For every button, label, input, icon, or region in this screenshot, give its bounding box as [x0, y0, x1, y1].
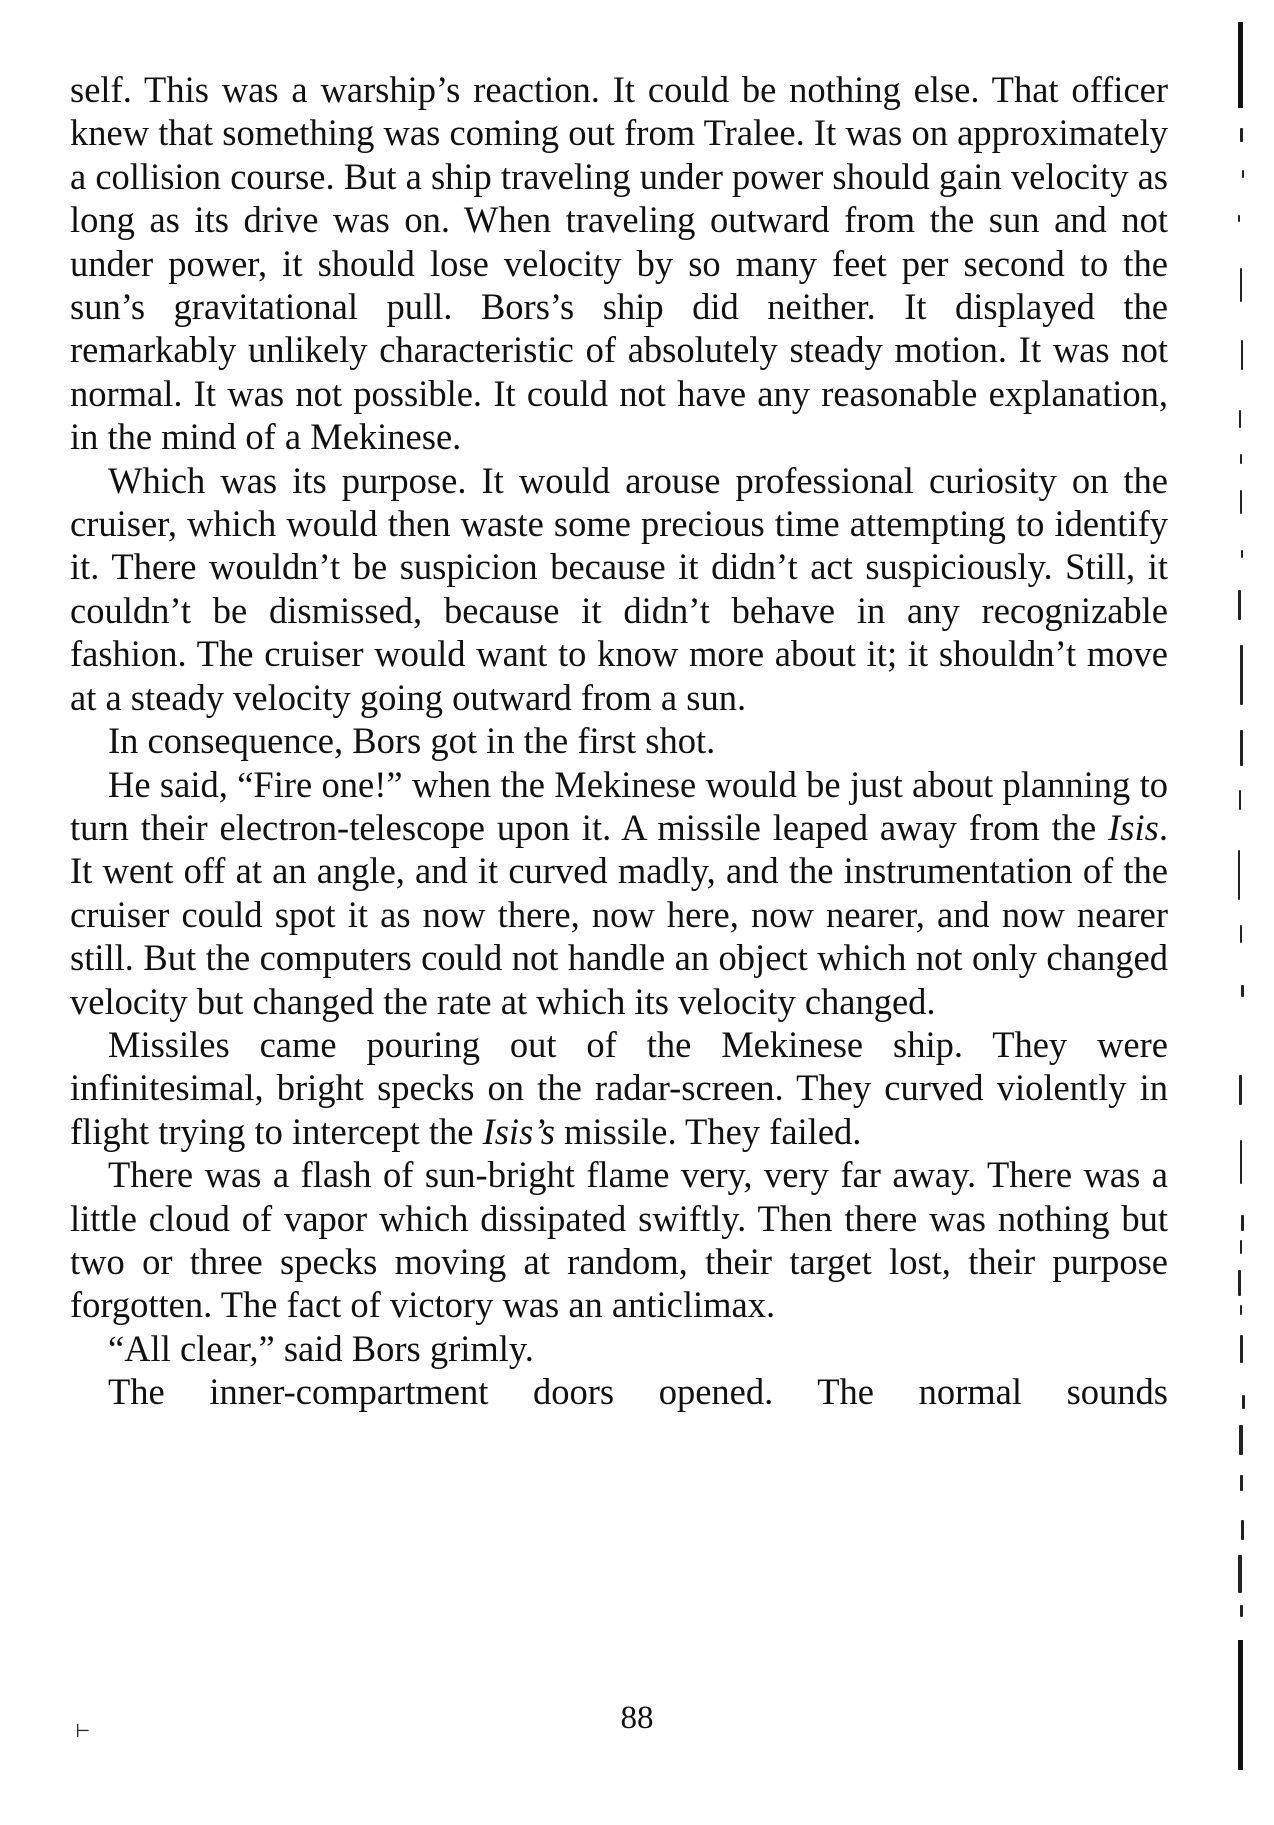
paragraph-5-text-a: Missiles came pouring out of the Mekinese ship. They were infinitesimal, bright specks on the radar-screen. They curved violently in flight trying to intercept the	[70, 1023, 1168, 1152]
ship-possessive-italic: Isis’s	[482, 1110, 555, 1152]
paragraph-5-text-b: missile. They failed.	[554, 1110, 862, 1152]
page-number: 88	[620, 1700, 654, 1736]
paragraph-6: There was a flash of sun-bright flame very, very far away. There was a little cloud of vapor which dissipated swiftly. Then there was nothing but two or three specks moving at random, their target lost, their purpose forgotten. The fact of victory was an anticlimax.	[70, 1154, 1168, 1326]
paragraph-7: “All clear,” said Bors grimly.	[108, 1327, 534, 1369]
paragraph-4-text-b: . It went off at an angle, and it curved madly, and the instrumentation of the cruiser could spot it as now there, now here, now nearer, and now nearer still. But the computers could not handle an object which not only changed velocity but changed the rate at which its velocity changed.	[70, 806, 1168, 1022]
paragraph-4-text-a: He said, “Fire one!” when the Mekinese would be just about planning to turn their electron-telescope upon it. A missile leaped away from the	[70, 763, 1168, 848]
paragraph-4	[70, 763, 1168, 1023]
ship-name-italic: Isis	[1108, 806, 1159, 848]
paragraph-2: Which was its purpose. It would arouse professional curiosity on the cruiser, which would then waste some precious time attempting to identify it. There wouldn’t be suspicion because it didn’t act suspiciously. Still, it couldn’t be dismissed, because it didn’t behave in any recognizable fashion. The cruiser would want to know more about it; it shouldn’t move at a steady velocity going outward from a sun.	[70, 459, 1168, 718]
paragraph-1: self. This was a warship’s reaction. It could be nothing else. That officer knew that something was coming out from Tralee. It was on approximately a collision course. But a ship traveling under power should gain velocity as long as its drive was on. When traveling outward from the sun and not under power, it should lose velocity by so many feet per second to the sun’s gravitational pull. Bors’s ship did neither. It displayed the remarkably unlikely characteristic of absolutely steady motion. It was not normal. It was not possible. It could not have any reasonable explanation, in the mind of a Mekinese.	[70, 69, 1168, 458]
paragraph-3: In consequence, Bors got in the first shot.	[108, 720, 716, 762]
scan-artifact-mark: ⊢	[75, 1721, 91, 1741]
body-text	[70, 68, 1168, 1414]
paragraph-8: The inner-compartment doors opened. The normal sounds	[108, 1371, 1168, 1413]
paragraph-5	[70, 1023, 1168, 1153]
